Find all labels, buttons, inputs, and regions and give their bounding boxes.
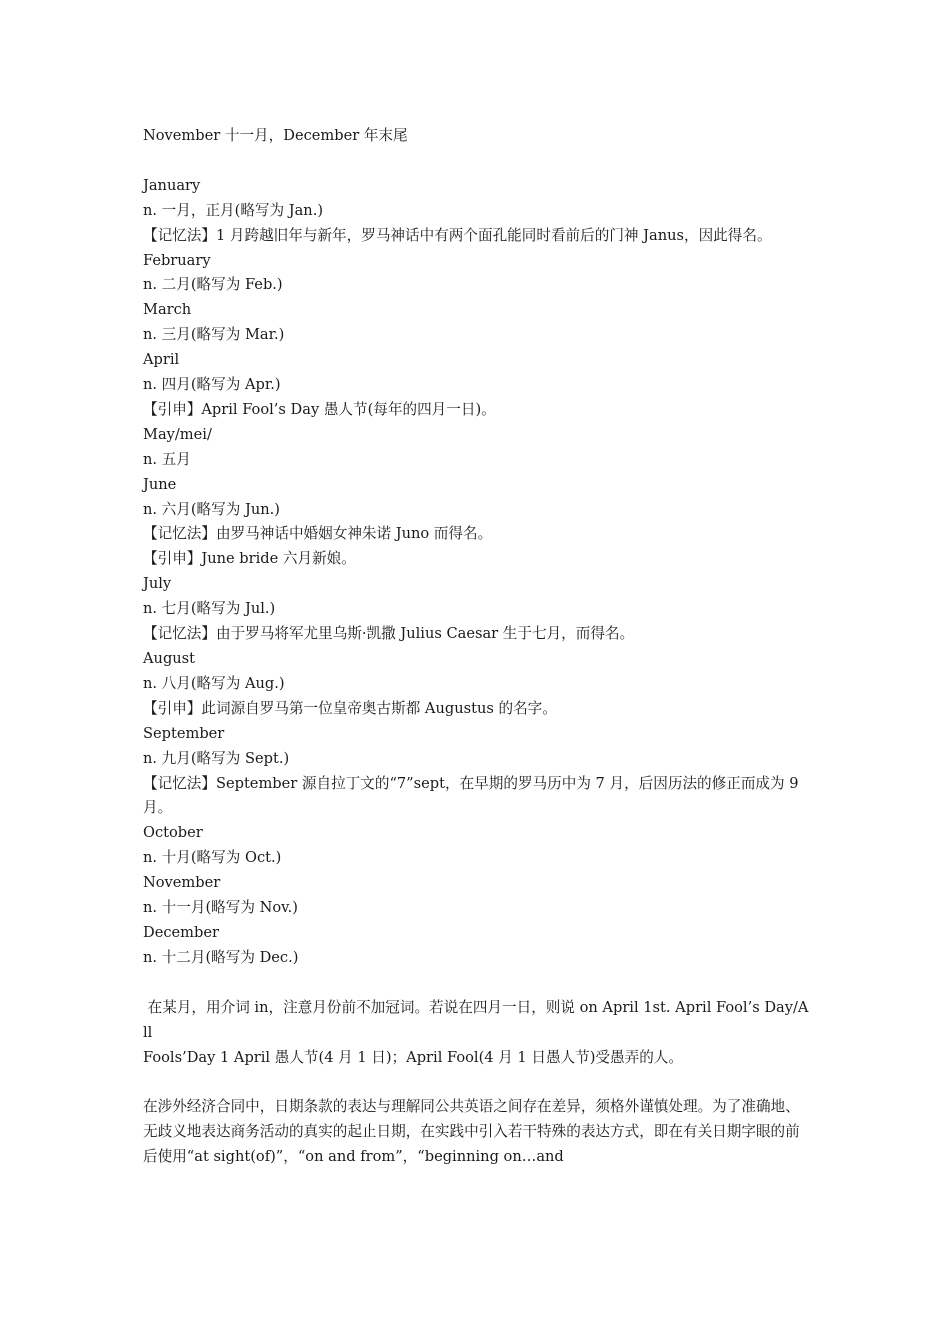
month-september: September	[143, 724, 225, 742]
december-definition: n. 十二月(略写为 Dec.)	[143, 948, 299, 966]
june-extension-note: 【引申】June bride 六月新娘。	[143, 550, 356, 568]
june-memory-note: 【记忆法】由罗马神话中婚姻女神朱诺 Juno 而得名。	[143, 525, 493, 543]
october-definition: n. 十月(略写为 Oct.)	[143, 849, 282, 867]
usage-note-paragraph: 在某月，用介词 in，注意月份前不加冠词。若说在四月一日，则说 on April 1st. April Fool’s Day/All	[143, 998, 809, 1041]
blank-line	[143, 149, 811, 174]
january-memory-note: 【记忆法】1 月跨越旧年与新年，罗马神话中有两个面孔能同时看前后的门神 Janus，因此得名。	[143, 226, 772, 244]
january-definition: n. 一月，正月(略写为 Jan.)	[143, 201, 324, 219]
month-june: June	[143, 475, 177, 493]
month-january: January	[143, 176, 201, 194]
july-definition: n. 七月(略写为 Jul.)	[143, 600, 276, 618]
month-february: February	[143, 251, 211, 269]
month-may: May/mei/	[143, 425, 212, 443]
month-april: April	[143, 351, 180, 369]
february-definition: n. 二月(略写为 Feb.)	[143, 276, 283, 294]
month-november: November	[143, 874, 221, 892]
may-definition: n. 五月	[143, 450, 191, 468]
month-december: December	[143, 923, 219, 941]
september-definition: n. 九月(略写为 Sept.)	[143, 749, 290, 767]
march-definition: n. 三月(略写为 Mar.)	[143, 326, 285, 344]
august-extension-note: 【引申】此词源自罗马第一位皇帝奥古斯都 Augustus 的名字。	[143, 699, 557, 717]
july-memory-note: 【记忆法】由于罗马将军尤里乌斯·凯撒 Julius Caesar 生于七月，而得名。	[143, 625, 635, 643]
august-definition: n. 八月(略写为 Aug.)	[143, 674, 285, 692]
contract-date-paragraph: 在涉外经济合同中，日期条款的表达与理解同公共英语之间存在差异，须格外谨慎处理。为了准确地、无歧义地表达商务活动的真实的起止日期，在实践中引入若干特殊的表达方式，即在有关日期字眼的前后使用“at sight(of)”，“on and from”，“beginning on…and	[143, 1098, 800, 1166]
april-fools-note: Fools’Day 1 April 愚人节(4 月 1 日)；April Fool(4 月 1 日愚人节)受愚弄的人。	[143, 1048, 683, 1066]
document-body	[143, 124, 811, 1170]
november-definition: n. 十一月(略写为 Nov.)	[143, 899, 298, 917]
blank-line	[143, 971, 811, 996]
june-definition: n. 六月(略写为 Jun.)	[143, 500, 280, 518]
september-memory-note: 【记忆法】September 源自拉丁文的“7”sept，在早期的罗马历中为 7 月，后因历法的修正而成为 9 月。	[143, 774, 804, 817]
month-october: October	[143, 824, 203, 842]
april-definition: n. 四月(略写为 Apr.)	[143, 376, 281, 394]
blank-line	[143, 1070, 811, 1095]
intro-line: November 十一月，December 年末尾	[143, 127, 408, 144]
month-july: July	[143, 575, 172, 593]
month-august: August	[143, 650, 196, 668]
month-march: March	[143, 301, 192, 319]
april-extension-note: 【引申】April Fool’s Day 愚人节(每年的四月一日)。	[143, 400, 496, 418]
